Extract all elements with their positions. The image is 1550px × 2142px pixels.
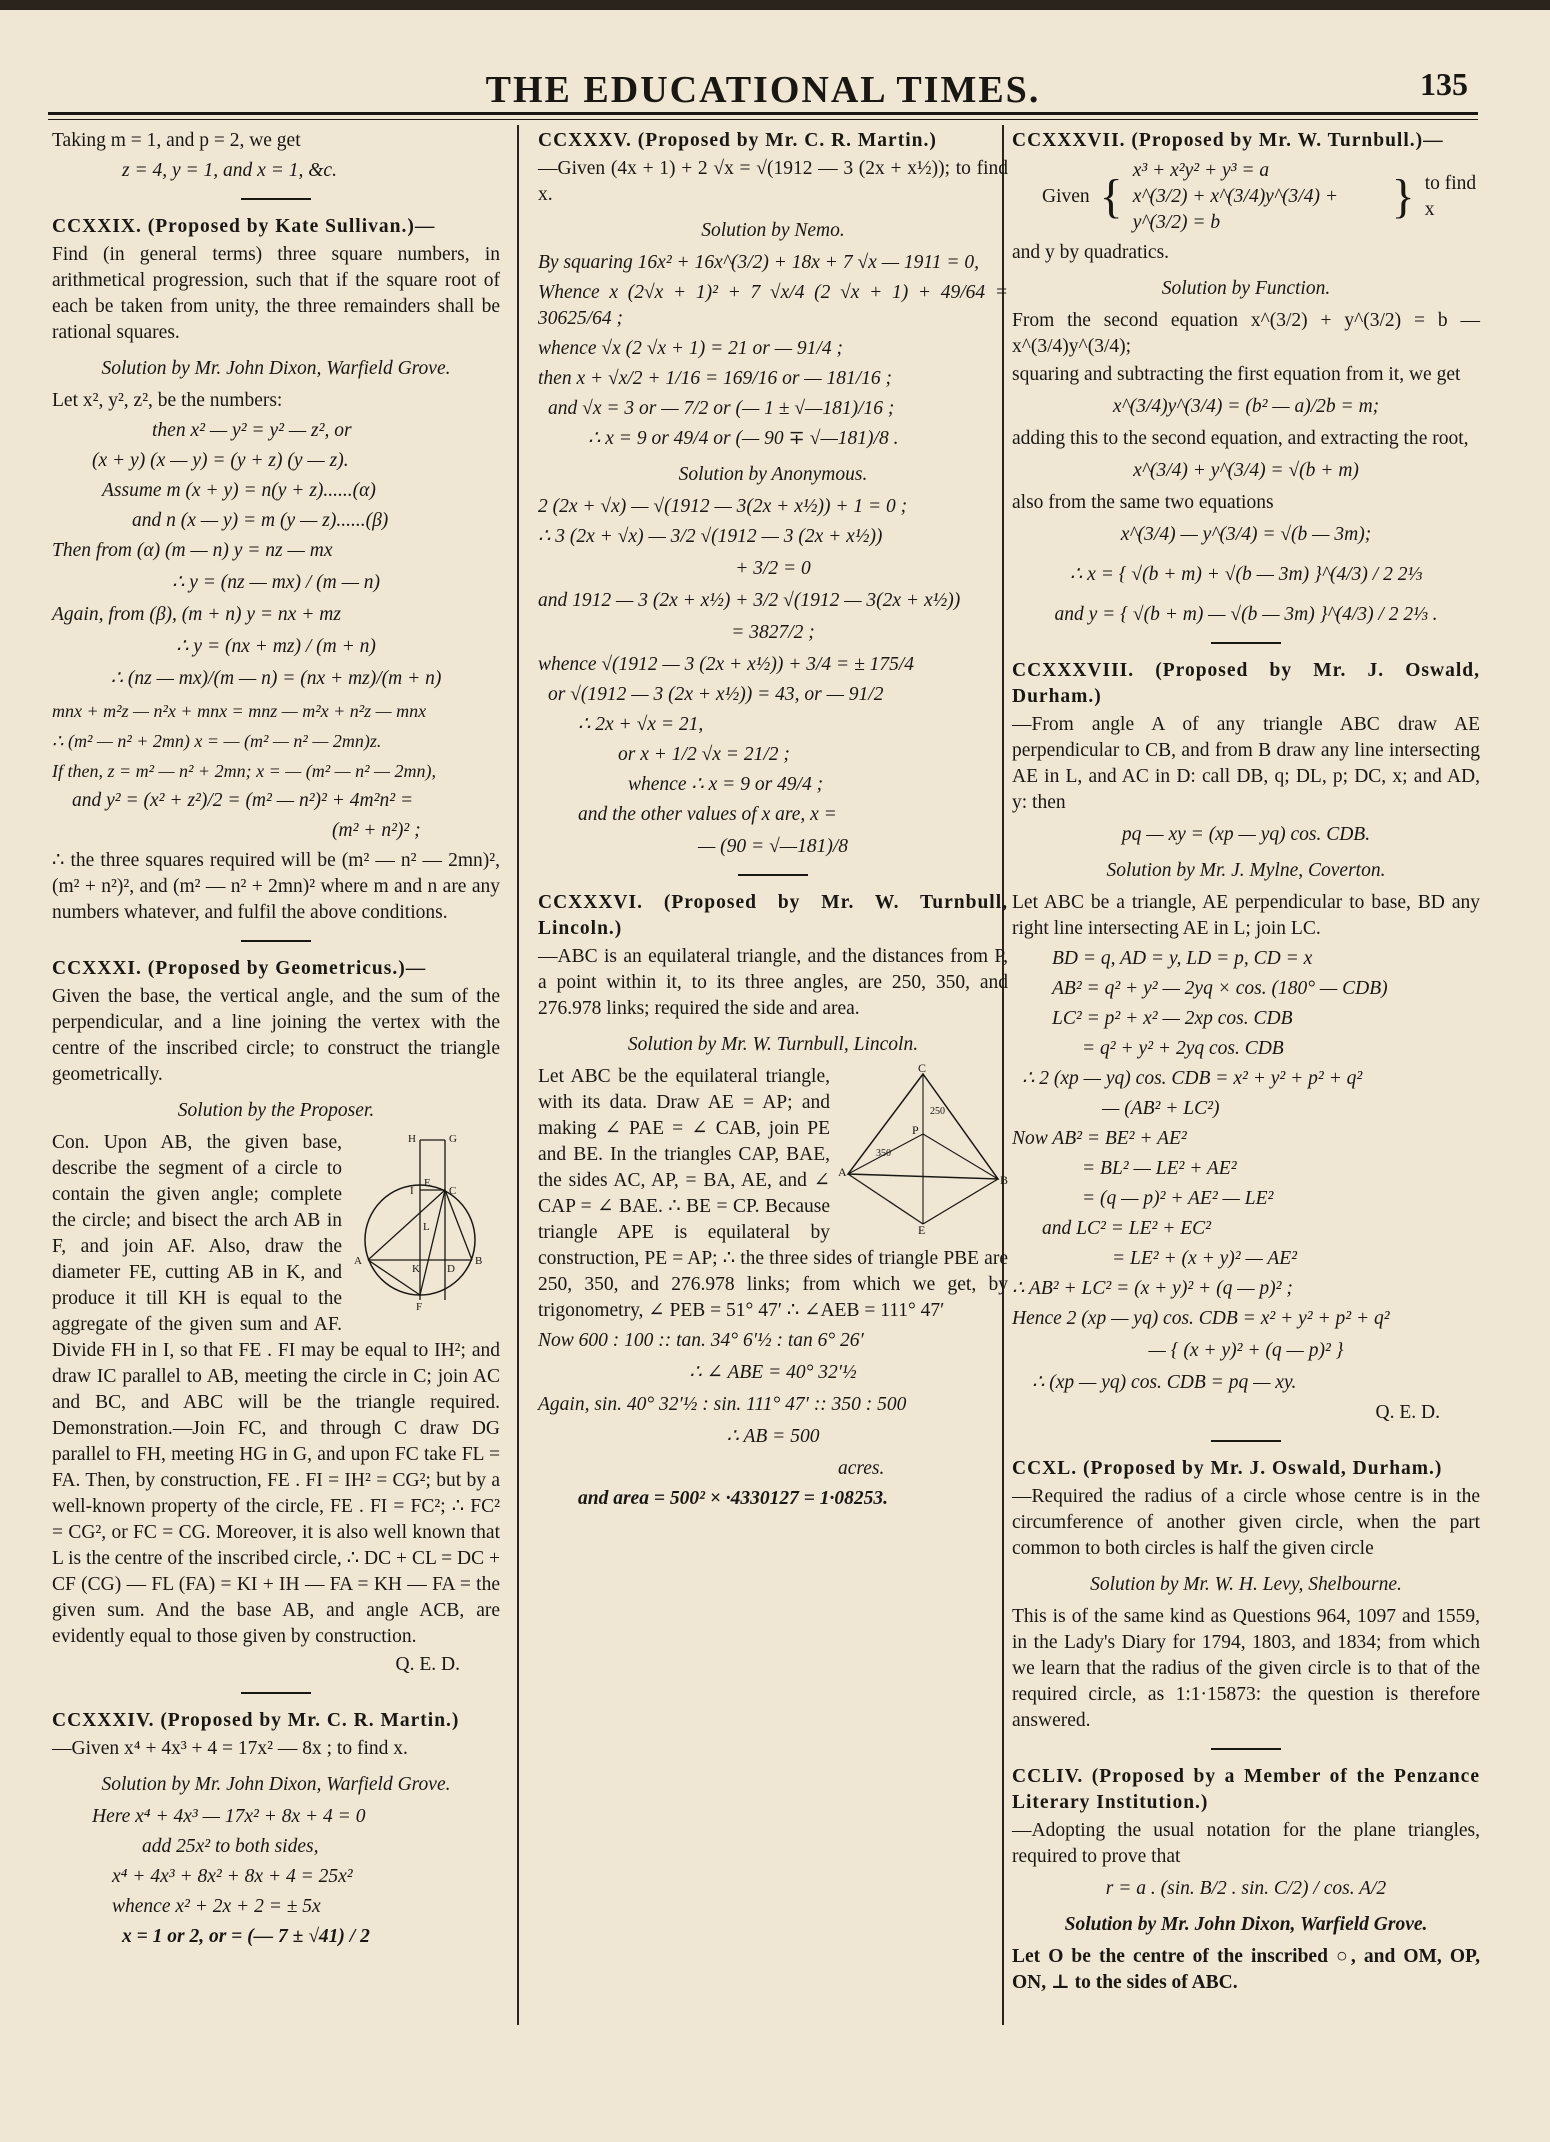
text-line: also from the same two equations <box>1012 492 1274 513</box>
text-line: Given <box>1042 186 1090 207</box>
figure-label: C <box>449 1185 457 1197</box>
figure-label: I <box>410 1185 414 1197</box>
header-rule-thin <box>48 119 1478 120</box>
question-heading <box>1012 1764 1480 1816</box>
equation: ∴ y = (nx + mz) / (m + n) <box>176 636 376 657</box>
solution-heading: Solution by Mr. John Dixon, Warfield Grove. <box>101 1774 451 1795</box>
equation: If then, z = m² — n² + 2mn; x = — (m² — n² — 2mn), <box>52 761 437 781</box>
page-top-edge <box>0 0 1550 10</box>
solution-heading: Solution by Function. <box>1161 278 1331 299</box>
left-brace: { <box>1099 170 1123 223</box>
column-divider <box>517 125 519 2025</box>
question-heading <box>52 1708 500 1734</box>
question-heading <box>52 214 500 240</box>
text-line: squaring and subtracting the first equation from it, we get <box>1012 364 1461 385</box>
text-line: Taking m = 1, and p = 2, we get <box>52 130 301 151</box>
text-line: to find x <box>1424 173 1477 220</box>
question-text: —Required the radius of a circle whose centre is in the circumference of another given circle, when the part common to both circles is half the given circle <box>1012 1486 1480 1559</box>
equation: x^(3/2) + x^(3/4)y^(3/4) + y^(3/2) = b <box>1132 186 1339 233</box>
figure-label: L <box>423 1221 430 1233</box>
figure-line <box>923 1134 998 1179</box>
question-heading-text: CCXXXIV. (Proposed by Mr. C. R. Martin.) <box>52 1710 460 1731</box>
figure-line <box>368 1190 445 1260</box>
equation: ∴ (m² — n² + 2mn) x = — (m² — n² — 2mn)z. <box>52 731 382 751</box>
equation: ∴ AB² + LC² = (x + y)² + (q — p)² ; <box>1012 1278 1293 1299</box>
text-line: From the second equation x^(3/2) + y^(3/2) = b — x^(3/4)y^(3/4); <box>1012 310 1480 357</box>
equation: x^(3/4) — y^(3/4) = √(b — 3m); <box>1120 524 1372 545</box>
equation: ∴ (xp — yq) cos. CDB = pq — xy. <box>1032 1372 1297 1393</box>
equation: or √(1912 — 3 (2x + x½)) = 43, or — 91/2 <box>548 684 884 705</box>
solution-heading: Solution by Mr. John Dixon, Warfield Grove. <box>1064 1914 1428 1935</box>
equation: = BL² — LE² + AE² <box>1082 1158 1237 1179</box>
figure-label: A <box>838 1165 847 1179</box>
question-text: —Given x⁴ + 4x³ + 4 = 17x² — 8x ; to find x. <box>52 1738 408 1759</box>
equation: Now 600 : 100 :: tan. 34° 6′½ : tan 6° 26′ <box>538 1330 864 1351</box>
equation: whence √x (2 √x + 1) = 21 or — 91/4 ; <box>538 338 843 359</box>
geometry-figure-circle <box>350 1130 500 1320</box>
equation: whence √(1912 — 3 (2x + x½)) + 3/4 = ± 175/4 <box>538 654 915 675</box>
text-line: adding this to the second equation, and extracting the root, <box>1012 428 1469 449</box>
question-heading <box>1012 1456 1480 1482</box>
text-line: Let x², y², z², be the numbers: <box>52 390 283 411</box>
solution-heading: Solution by the Proposer. <box>177 1100 375 1121</box>
figure-label: P <box>912 1123 919 1137</box>
solution-heading: Solution by Mr. W. Turnbull, Lincoln. <box>627 1034 919 1055</box>
question-text: —ABC is an equilateral triangle, and the distances from P, a point within it, to its three angles, are 250, 350, and 276.978 links; required the side and area. <box>538 946 1008 1019</box>
text-line: acres. <box>838 1458 885 1479</box>
equation: ∴ 2 (xp — yq) cos. CDB = x² + y² + p² + q² <box>1022 1068 1363 1089</box>
equation: and y² = (x² + z²)/2 = (m² — n²)² + 4m²n² = <box>72 790 414 811</box>
qed: Q. E. D. <box>1375 1402 1440 1423</box>
equation: Now AB² = BE² + AE² <box>1012 1128 1187 1149</box>
equation: Hence 2 (xp — yq) cos. CDB = x² + y² + p² + q² <box>1012 1308 1390 1329</box>
question-heading <box>538 128 1008 154</box>
question-heading-text: CCXXXI. (Proposed by Geometricus.)— <box>52 958 427 979</box>
text-paragraph: Let O be the centre of the inscribed ○, and OM, OP, ON, ⊥ to the sides of ABC. <box>1012 1946 1480 1993</box>
text-paragraph: Let ABC be a triangle, AE perpendicular to base, BD any right line intersecting AE in L; join LC. <box>1012 892 1480 939</box>
separator <box>738 874 808 876</box>
question-heading-text: CCLIV. (Proposed by a Member of the Penzance Literary Institution.) <box>1012 1766 1480 1813</box>
equation: or x + 1/2 √x = 21/2 ; <box>618 744 790 765</box>
text-paragraph: This is of the same kind as Questions 964, 1097 and 1559, in the Lady's Diary for 1794, 1803, and 1834; from which we learn that the radius of the given circle is to that of the required circle, as 1:1·15873: the question is therefore answered. <box>1012 1606 1480 1731</box>
equation: and the other values of x are, x = <box>578 804 837 825</box>
equation: LC² = p² + x² — 2xp cos. CDB <box>1052 1008 1293 1029</box>
solution-heading: Solution by Anonymous. <box>678 464 868 485</box>
equation: x^(3/4) + y^(3/4) = √(b + m) <box>1133 460 1359 481</box>
equation: — (AB² + LC²) <box>1102 1098 1220 1119</box>
separator <box>1211 642 1281 644</box>
figure-label: G <box>449 1133 457 1145</box>
figure-label: C <box>918 1064 927 1075</box>
separator <box>241 940 311 942</box>
right-brace: } <box>1391 170 1415 223</box>
equation: and 1912 — 3 (2x + x½) + 3/2 √(1912 — 3(2x + x½)) <box>538 590 961 611</box>
question-heading-text: CCXXXVIII. (Proposed by Mr. J. Oswald, Durham.) <box>1012 660 1480 707</box>
equation: and LC² = LE² + EC² <box>1042 1218 1212 1239</box>
equation: x = 1 or 2, or = (— 7 ± √41) / 2 <box>122 1926 370 1947</box>
equation: add 25x² to both sides, <box>142 1836 319 1857</box>
equation: AB² = q² + y² — 2yq × cos. (180° — CDB) <box>1052 978 1388 999</box>
equation: x³ + x²y² + y³ = a <box>1132 160 1270 181</box>
equation: and √x = 3 or — 7/2 or (— 1 ± √—181)/16 ; <box>548 398 895 419</box>
question-heading-text: CCXXXVII. (Proposed by Mr. W. Turnbull.)— <box>1012 130 1444 151</box>
equation: BD = q, AD = y, LD = p, CD = x <box>1052 948 1313 969</box>
solution-heading: Solution by Mr. J. Mylne, Coverton. <box>1106 860 1386 881</box>
equation: — { (x + y)² + (q — p)² } <box>1148 1340 1344 1361</box>
equation: ∴ (nz — mx)/(m — n) = (nx + mz)/(m + n) <box>110 668 442 689</box>
figure-label: B <box>1000 1173 1008 1187</box>
equation: ∴ ∠ ABE = 40° 32′½ <box>689 1362 857 1383</box>
equation: x^(3/4)y^(3/4) = (b² — a)/2b = m; <box>1112 396 1380 417</box>
figure-label: F <box>416 1301 423 1313</box>
qed: Q. E. D. <box>395 1654 460 1675</box>
separator <box>241 198 311 200</box>
equation: and area = 500² × ·4330127 = 1·08253. <box>578 1488 889 1509</box>
equation: ∴ y = (nz — mx) / (m — n) <box>171 572 381 593</box>
equation: pq — xy = (xp — yq) cos. CDB. <box>1121 824 1371 845</box>
equation: ∴ x = 9 or 49/4 or (— 90 ∓ √—181)/8 . <box>588 428 899 449</box>
equation: ∴ 3 (2x + √x) — 3/2 √(1912 — 3 (2x + x½)) <box>538 526 883 547</box>
page-number: 135 <box>1420 66 1468 102</box>
figure-label: B <box>475 1255 483 1267</box>
equation: Again, from (β), (m + n) y = nx + mz <box>52 604 341 625</box>
equation: = (q — p)² + AE² — LE² <box>1082 1188 1274 1209</box>
system-of-equations <box>1042 158 1480 236</box>
question-heading-text: CCXL. (Proposed by Mr. J. Oswald, Durham.) <box>1012 1458 1443 1479</box>
equation: and n (x — y) = m (y — z)......(β) <box>132 510 389 531</box>
equation: whence ∴ x = 9 or 49/4 ; <box>628 774 824 795</box>
question-text: Find (in general terms) three square numbers, in arithmetical progression, such that if the square root of each be taken from unity, the three remainders shall be rational squares. <box>52 244 500 343</box>
figure-label: A <box>354 1255 362 1267</box>
equation: ∴ x = { √(b + m) + √(b — 3m) }^(4/3) / 2 2⅓ <box>1069 564 1423 585</box>
figure-label: K <box>412 1263 420 1275</box>
equation: r = a . (sin. B/2 . sin. C/2) / cos. A/2 <box>1105 1878 1387 1899</box>
figure-label: E <box>918 1223 926 1234</box>
geometry-figure-triangle <box>838 1064 1008 1234</box>
question-heading-text: CCXXXV. (Proposed by Mr. C. R. Martin.) <box>538 130 937 151</box>
text-paragraph: Con. Upon AB, the given base, describe the segment of a circle to contain the given angle; complete the circle; and bisect the arch AB in F, and join AF. Also, draw the diameter FE, cutting AB in K, and produce it till KH is equal to the aggregate of the given sum and AF. Divide FH in I, so that FE . FI may be equal to IH²; and draw IC parallel to AB, meeting the circle in C; join AC and BC, and ABC will be the triangle required. Demonstration.—Join FC, and through C draw DG parallel to FH, meeting HG in G, and upon FC take FL = FA. Then, by construction, FE . FI = IH² = CG²; but by a well-known property of the circle, FE . FI = FC²; ∴ FC² = CG², or FC = CG. Moreover, it is also well known that L is the centre of the inscribed circle, ∴ DC + CL = DC + CF (CG) — FL (FA) = KI + IH — FA = KH — FA = the given sum. And the base AB, and angle ACB, are evidently equal to those given by construction. <box>52 1132 500 1647</box>
equation: (x + y) (x — y) = (y + z) (y — z). <box>92 450 349 471</box>
page-title: THE EDUCATIONAL TIMES. <box>485 69 1041 111</box>
equation: ∴ AB = 500 <box>726 1426 820 1447</box>
separator <box>1211 1748 1281 1750</box>
header-rule <box>48 112 1478 115</box>
equation: ∴ 2x + √x = 21, <box>578 714 704 735</box>
equation: x⁴ + 4x³ + 8x² + 8x + 4 = 25x² <box>112 1866 353 1887</box>
equation-stack <box>1133 158 1382 236</box>
equation: 2 (2x + √x) — √(1912 — 3(2x + x½)) + 1 = 0 ; <box>538 496 908 517</box>
figure-line <box>848 1174 923 1224</box>
equation: whence x² + 2x + 2 = ± 5x <box>112 1896 321 1917</box>
equation: Here x⁴ + 4x³ — 17x² + 8x + 4 = 0 <box>92 1806 366 1827</box>
figure-label: E <box>424 1177 431 1189</box>
question-heading <box>52 956 500 982</box>
question-text: Given the base, the vertical angle, and the sum of the perpendicular, and a line joining the vertex with the centre of the inscribed circle; to construct the triangle geometrically. <box>52 986 500 1085</box>
equation: mnx + m²z — n²x + mnx = mnz — m²x + n²z — mnx <box>52 701 427 721</box>
equation: Assume m (x + y) = n(y + z)......(α) <box>102 480 376 501</box>
solution-heading: Solution by Mr. John Dixon, Warfield Grove. <box>101 358 451 379</box>
question-text: —From angle A of any triangle ABC draw AE perpendicular to CB, and from B draw any line intersecting AE in L, and AC in D: call DB, q; DL, p; DC, x; and AD, y: then <box>1012 714 1480 813</box>
equation: (m² + n²)² ; <box>332 820 421 841</box>
separator <box>1211 1440 1281 1442</box>
figure-line <box>420 1190 445 1295</box>
equation: = 3827/2 ; <box>731 622 815 643</box>
figure-label: 350 <box>876 1148 891 1159</box>
solution-heading: Solution by Nemo. <box>701 220 845 241</box>
solution-heading: Solution by Mr. W. H. Levy, Shelbourne. <box>1090 1574 1402 1595</box>
equation: Again, sin. 40° 32′½ : sin. 111° 47′ :: 350 : 500 <box>538 1394 907 1415</box>
figure-label: 250 <box>930 1106 945 1117</box>
equation: + 3/2 = 0 <box>735 558 811 579</box>
column-2 <box>538 128 1008 1516</box>
question-heading-text: CCXXXVI. (Proposed by Mr. W. Turnbull, Lincoln.) <box>538 892 1008 939</box>
column-3 <box>1012 128 1480 1998</box>
equation: z = 4, y = 1, and x = 1, &c. <box>122 160 337 181</box>
equation: = q² + y² + 2yq cos. CDB <box>1082 1038 1284 1059</box>
equation: then x + √x/2 + 1/16 = 169/16 or — 181/16 ; <box>538 368 893 389</box>
equation: and y = { √(b + m) — √(b — 3m) }^(4/3) / 2 2⅓ . <box>1054 604 1438 625</box>
question-heading <box>1012 128 1480 154</box>
question-heading <box>1012 658 1480 710</box>
question-text: —Given (4x + 1) + 2 √x = √(1912 — 3 (2x + x½)); to find x. <box>538 158 1008 205</box>
question-text: —Adopting the usual notation for the plane triangles, required to prove that <box>1012 1820 1480 1867</box>
figure-line <box>923 1179 998 1224</box>
equation: Whence x (2√x + 1)² + 7 √x/4 (2 √x + 1) + 49/64 = 30625/64 ; <box>538 282 1008 329</box>
equation: — (90 = √—181)/8 <box>697 836 849 857</box>
equation: By squaring 16x² + 16x^(3/2) + 18x + 7 √x — 1911 = 0, <box>538 252 979 273</box>
text-line: and y by quadratics. <box>1012 242 1170 263</box>
separator <box>241 1692 311 1694</box>
figure-label: H <box>408 1133 416 1145</box>
equation: then x² — y² = y² — z², or <box>152 420 352 441</box>
question-heading-text: CCXXIX. (Proposed by Kate Sullivan.)— <box>52 216 436 237</box>
column-1 <box>52 128 500 1954</box>
figure-label: D <box>447 1263 455 1275</box>
text-paragraph: ∴ the three squares required will be (m² — n² — 2mn)², (m² + n²)², and (m² — n² + 2mn)² where m and n are any numbers whatever, and fulfil the above conditions. <box>52 850 500 923</box>
equation: = LE² + (x + y)² — AE² <box>1112 1248 1298 1269</box>
text-paragraph: Let ABC be the equilateral triangle, with its data. Draw AE = AP; and making ∠ PAE = ∠ CAB, join PE and BE. In the triangles CAP, BAE, the sides AC, AP, = BA, AE, and ∠ CAP = ∠ BAE. ∴ BE = CP. Because triangle APE is equilateral by construction, PE = AP; ∴ the three sides of triangle PBE are 250, 350, and 276.978 links; from which we get, by trigonometry, ∠ PEB = 51° 47′ ∴ ∠AEB = 111° 47′ <box>538 1066 1008 1321</box>
equation: Then from (α) (m — n) y = nz — mx <box>52 540 333 561</box>
question-heading <box>538 890 1008 942</box>
